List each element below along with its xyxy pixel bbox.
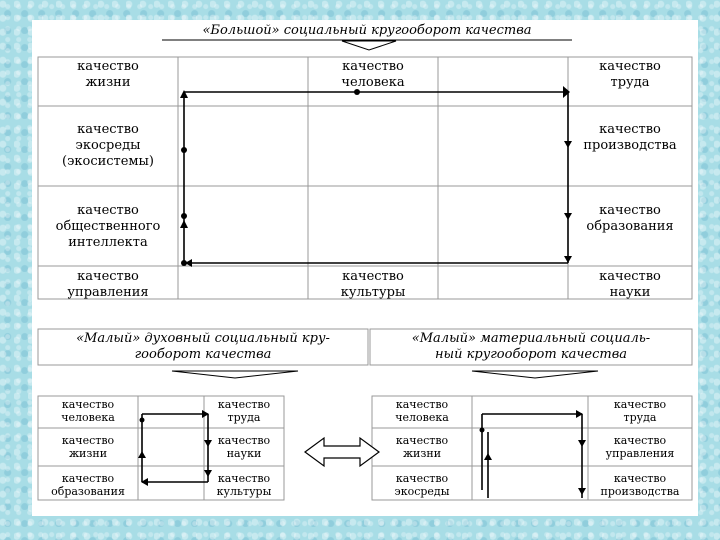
main-title: «Большой» социальный кругооборот качества [202, 23, 532, 38]
right-cell-quality-of-management: качество управления [605, 434, 675, 460]
right-cell-quality-of-ecoenvironment: качество экосреды [394, 472, 450, 498]
left-cell-quality-of-education: качество образования [51, 472, 125, 498]
big-cell-quality-of-social-intellect: качество общественного интеллекта [55, 203, 161, 250]
big-cell-quality-of-production: качество производства [583, 122, 677, 153]
big-cell-quality-of-culture: качество культуры [340, 269, 406, 300]
left-cell-quality-of-labor: качество труда [217, 398, 271, 424]
big-cell-quality-of-ecoenvironment: качество экосреды (экосистемы) [62, 122, 154, 169]
right-cell-quality-of-labor: качество труда [613, 398, 667, 424]
left-cell-quality-of-person: качество человека [61, 398, 115, 424]
right-cell-quality-of-life: качество жизни [395, 434, 449, 460]
left-cell-quality-of-life: качество жизни [61, 434, 115, 460]
big-cell-quality-of-person: качество человека [341, 59, 405, 90]
right-cycle-title: «Малый» материальный социаль- ный кругооборот качества [411, 331, 651, 362]
big-cell-quality-of-labor: качество труда [599, 59, 661, 90]
big-cell-quality-of-life: качество жизни [77, 59, 139, 90]
right-cell-quality-of-production: качество производства [600, 472, 680, 498]
left-cell-quality-of-culture: качество культуры [216, 472, 272, 498]
right-cell-quality-of-person: качество человека [395, 398, 449, 424]
big-cell-quality-of-science: качество науки [599, 269, 661, 300]
big-cell-quality-of-management: качество управления [67, 269, 149, 300]
big-cell-quality-of-education: качество образования [586, 203, 674, 234]
slide [32, 20, 698, 516]
left-cycle-title: «Малый» духовный социальный кру- гооборот качества [76, 331, 330, 362]
left-cell-quality-of-science: качество науки [217, 434, 271, 460]
